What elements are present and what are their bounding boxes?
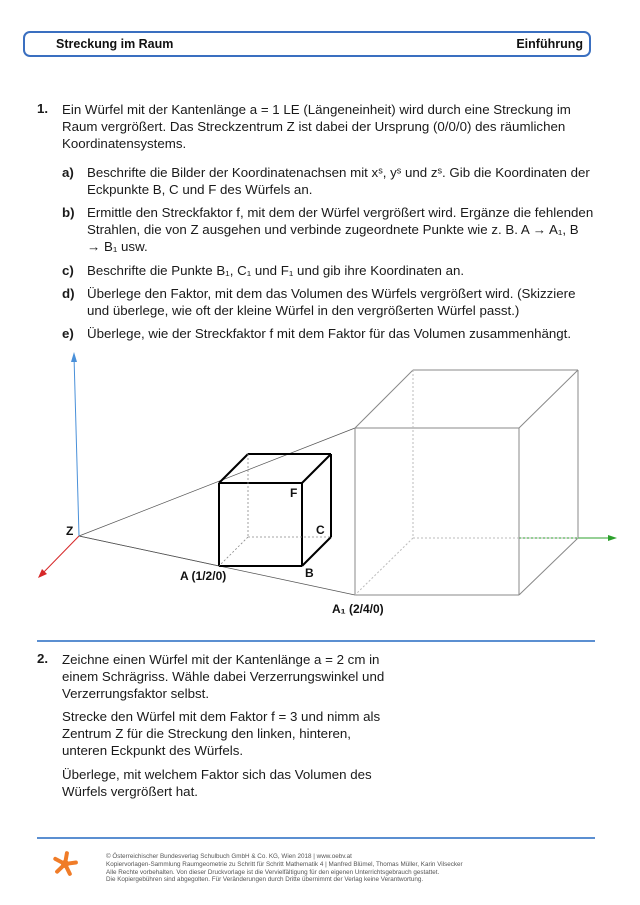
ray-to-upper-left (79, 428, 355, 536)
footer-line: Die Kopiergebühren sind abgegolten. Für Veränderungen durch Dritte übernimmt der Verlag keine Verantwortung. (106, 876, 424, 884)
task2-number: 2. (37, 651, 49, 666)
hidden-edge (219, 537, 248, 566)
publisher-logo (52, 851, 78, 877)
item-label: a) (62, 165, 74, 180)
hidden-edge (355, 538, 413, 595)
item-text: Überlege den Faktor, mit dem das Volumen des Würfels vergrößert wird. (Skizziere und überlege, wie oft der kleine Würfel in den vergrößerten Würfel passt.) (87, 286, 576, 318)
edge (519, 370, 578, 428)
label-b: B (305, 566, 314, 580)
item-text: Beschrifte die Bilder der Koordinatenachsen mit xˢ, yˢ und zˢ. Gib die Koordinaten der Eckpunkte B, C und F des Würfels an. (87, 165, 590, 197)
enlarged-cube (355, 370, 578, 595)
task1-number: 1. (37, 101, 49, 116)
footer-copyright (106, 853, 546, 884)
task2-paragraph-2: Strecke den Würfel mit dem Faktor f = 3 und nimm als Zentrum Z für die Streckung den linken, hinteren, unteren Eckpunkt des Würfels. (62, 709, 381, 758)
item-text: Überlege, wie der Streckfaktor f mit dem Faktor für das Volumen zusammenhängt. (87, 326, 572, 341)
item-text: Ermittle den Streckfaktor f, mit dem der Würfel vergrößert wird. Ergänze die fehlenden Strahlen, die von Z ausgehen und verbinde zugeordnete Punkte wie z. B. A → A₁, B → B₁ usw. (87, 205, 594, 254)
label-c: C (316, 523, 325, 537)
edge (219, 454, 248, 483)
coordinate-axes (38, 352, 617, 578)
item-label: c) (62, 263, 74, 278)
label-a1: A₁ (2/4/0) (332, 602, 384, 616)
item-label: d) (62, 286, 75, 301)
footer-line: Kopiervorlagen-Sammlung Raumgeometrie zu Schritt für Schritt Mathematik 4 | Manfred Blümel, Thomas Müller, Karin Vilsecker (106, 860, 463, 868)
item-label: e) (62, 326, 74, 341)
footer-divider (37, 837, 595, 839)
z-axis (74, 356, 79, 536)
item-text: Beschrifte die Punkte B₁, C₁ und F₁ und gib ihre Koordinaten an. (87, 263, 465, 278)
task1-intro: Ein Würfel mit der Kantenlänge a = 1 LE (Längeneinheit) wird durch eine Streckung im Raum vergrößert. Das Streckzentrum Z ist dabei der Ursprung (0/0/0) des räumlichen Koordinatensystems. (62, 102, 571, 151)
section-divider (37, 640, 595, 642)
cube-figure (0, 340, 640, 630)
x-axis (41, 536, 79, 575)
label-f: F (290, 486, 298, 500)
edge (519, 538, 578, 595)
small-cube (219, 454, 331, 566)
footer-line: © Österreichischer Bundesverlag Schulbuch GmbH & Co. KG, Wien 2018 | www.oebv.at (106, 853, 352, 860)
header-label: Einführung (516, 37, 583, 51)
label-a: A (1/2/0) (180, 569, 227, 583)
z-axis-arrowhead (71, 352, 77, 362)
header-title: Streckung im Raum (56, 37, 174, 51)
item-label: b) (62, 205, 75, 220)
footer-line: Alle Rechte vorbehalten. Von dieser Druckvorlage ist die Vervielfältigung für den eigenen Unterrichtsgebrauch gestattet. (106, 868, 440, 876)
task2-paragraph-3: Überlege, mit welchem Faktor sich das Volumen des Würfels vergrößert hat. (62, 767, 372, 799)
edge (302, 537, 331, 566)
y-axis-arrowhead (608, 535, 617, 541)
edge (355, 370, 413, 428)
label-z: Z (66, 524, 74, 538)
task2-paragraph-1: Zeichne einen Würfel mit der Kantenlänge a = 2 cm in einem Schrägriss. Wähle dabei Verzerrungswinkel und Verzerrungsfaktor selbst. (62, 652, 385, 701)
ray-through-a (79, 536, 219, 566)
page-header (23, 31, 591, 57)
edge (302, 454, 331, 483)
